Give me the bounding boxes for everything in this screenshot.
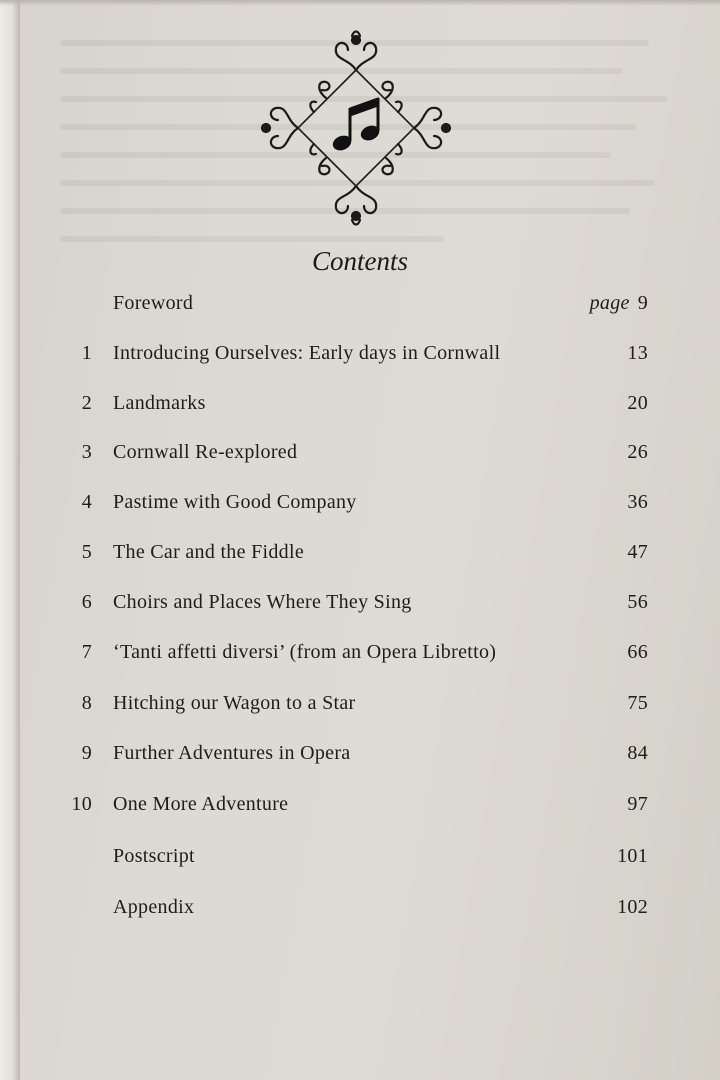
chapter-title: Further Adventures in Opera [113,742,351,764]
page-number-cell [627,392,648,415]
chapter-title: Introducing Ourselves: Early days in Cornwall [113,342,501,364]
page-number: 101 [617,845,648,867]
toc-entry [0,793,720,825]
toc-entry [0,441,720,473]
page-number: 102 [617,896,648,918]
toc-entry [0,541,720,573]
page-number: 20 [627,392,648,414]
chapter-title: Appendix [113,896,195,918]
chapter-title: Postscript [113,845,195,867]
toc-entry [0,392,720,424]
page-number-cell [627,342,648,365]
page-number: 84 [627,742,648,764]
toc-entry [0,342,720,374]
chapter-title: The Car and the Fiddle [113,541,304,563]
toc-entry [0,845,720,877]
page-number: 66 [627,641,648,663]
page-number: 9 [637,292,648,314]
chapter-number: 9 [81,742,92,764]
chapter-title: Landmarks [113,392,206,414]
chapter-title: Hitching our Wagon to a Star [113,692,356,714]
page-number: 56 [627,591,648,613]
chapter-number: 4 [81,491,92,513]
page-number-cell [627,441,648,464]
chapter-number: 10 [71,793,92,815]
toc-entry [0,641,720,673]
chapter-number: 2 [81,392,92,414]
page-number: 47 [627,541,648,563]
toc-entry [0,692,720,724]
chapter-title: ‘Tanti affetti diversi’ (from an Opera Libretto) [113,641,497,663]
chapter-title: One More Adventure [113,793,289,815]
page-number-cell [627,692,648,715]
page-number: 26 [627,441,648,463]
page-number: 36 [627,491,648,513]
page-number-cell [617,896,648,919]
page-number-cell [627,742,648,765]
toc-entry [0,591,720,623]
page-number-cell [590,292,648,315]
page-number-cell [617,845,648,868]
page-number: 97 [627,793,648,815]
page-number: 13 [627,342,648,364]
chapter-title: Foreword [113,292,194,314]
toc-entry [0,292,720,324]
page-label: page [589,292,630,314]
chapter-number: 3 [81,441,92,463]
page-number-cell [627,641,648,664]
page-number-cell [627,591,648,614]
page-number-cell [627,793,648,816]
page-number: 75 [627,692,648,714]
chapter-number: 1 [81,342,92,364]
chapter-title: Choirs and Places Where They Sing [113,591,412,613]
chapter-number: 7 [81,641,92,663]
chapter-title: Pastime with Good Company [113,491,357,513]
toc-entry [0,742,720,774]
page-title: Contents [311,246,408,276]
toc-entry [0,896,720,928]
chapter-number: 8 [81,692,92,714]
page-number-cell [627,491,648,514]
chapter-title: Cornwall Re-explored [113,441,298,463]
page-number-cell [627,541,648,564]
chapter-number: 5 [81,541,92,563]
chapter-number: 6 [81,591,92,613]
toc-entry [0,491,720,523]
